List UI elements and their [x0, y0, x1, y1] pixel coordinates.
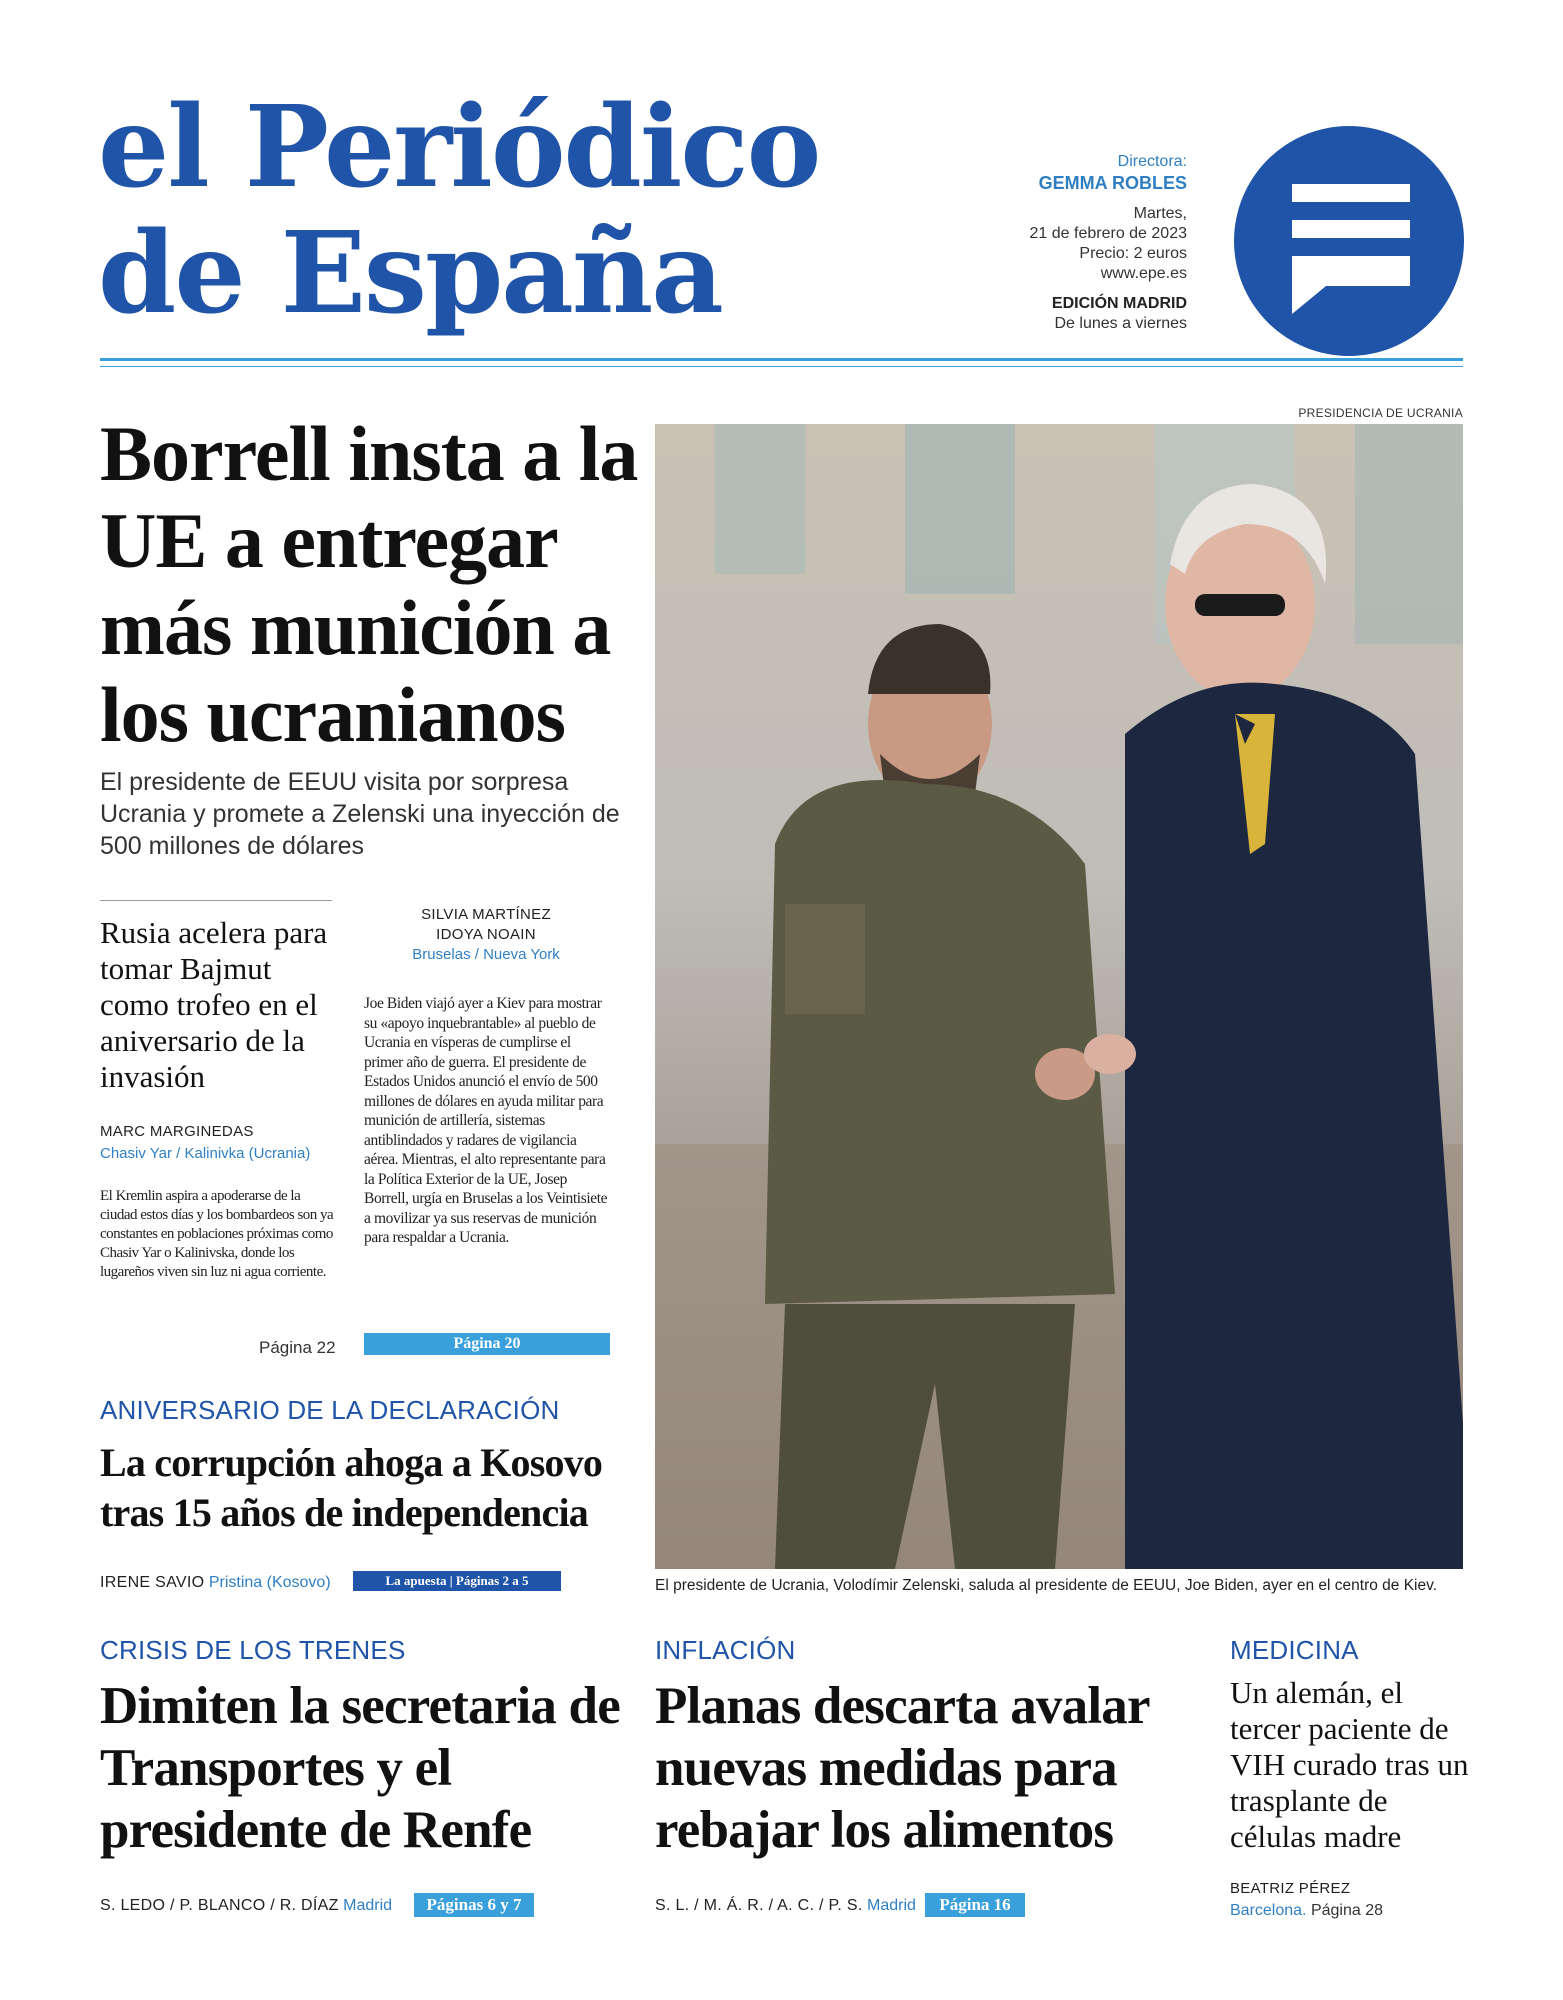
kosovo-location: Pristina (Kosovo): [208, 1574, 331, 1591]
main-page-badge[interactable]: Página 20: [364, 1333, 610, 1355]
divider: [100, 900, 332, 901]
main-author-1: SILVIA MARTÍNEZ: [421, 906, 551, 923]
kosovo-page-badge[interactable]: La apuesta | Páginas 2 a 5: [353, 1571, 561, 1591]
masthead-logo-line2: de España: [98, 208, 722, 339]
kosovo-headline[interactable]: La corrupción ahoga a Kosovo tras 15 años de independencia: [100, 1440, 603, 1535]
side-page-ref[interactable]: Página 22: [259, 1338, 336, 1357]
masthead-info: [1030, 152, 1187, 334]
main-body: Joe Biden viajó ayer a Kiev para mostrar su «apoyo inquebrantable» al pueblo de Ucrania en vísperas de cumplirse el primer año de guerra. El presidente de Estados Unidos anunció el envío de 500 millones de dólares en ayuda militar para munición de artillería, sistemas antiblindados y radares de vigilancia aérea. Mientras, el alto representante para la Política Exterior de la UE, Josep Borrell, urgía en Bruselas a los Veintisiete a movilizar ya sus reservas de munición para respaldar a Ucrania.: [364, 995, 608, 1246]
side-author: MARC MARGINEDAS: [100, 1123, 254, 1140]
issue-date: 21 de febrero de 2023: [1029, 225, 1187, 242]
inflation-headline[interactable]: Planas descarta avalar nuevas medidas para rebajar los alimentos: [655, 1677, 1149, 1859]
edition: EDICIÓN MADRID: [1051, 295, 1187, 312]
masthead-rule: [100, 358, 1463, 361]
medicine-kicker: MEDICINA: [1230, 1635, 1359, 1665]
issue-price: Precio: 2 euros: [1079, 245, 1187, 262]
medicine-author: BEATRIZ PÉREZ: [1230, 1880, 1351, 1897]
issue-day: Martes,: [1133, 205, 1187, 222]
photo-caption: El presidente de Ucrania, Volodímir Zelenski, saluda al presidente de EEUU, Joe Biden, ayer en el centro de Kiev.: [655, 1577, 1438, 1594]
inflation-location: Madrid: [867, 1897, 916, 1914]
medicine-page-ref[interactable]: Página 28: [1310, 1902, 1384, 1919]
main-location: Bruselas / Nueva York: [412, 946, 560, 963]
medicine-location: Barcelona.: [1230, 1902, 1307, 1919]
kosovo-kicker: ANIVERSARIO DE LA DECLARACIÓN: [100, 1395, 560, 1425]
masthead-rule-thin: [100, 366, 1463, 367]
side-headline[interactable]: Rusia acelera para tomar Bajmut como trofeo en el aniversario de la invasión: [100, 915, 328, 1094]
medicine-loc-line: [1230, 1902, 1383, 1920]
inflation-page-badge[interactable]: Página 16: [925, 1893, 1025, 1917]
director-label: Directora:: [1117, 153, 1187, 170]
trains-location: Madrid: [343, 1897, 393, 1914]
kosovo-byline: [100, 1574, 331, 1592]
main-byline: [364, 906, 608, 963]
photo-credit: PRESIDENCIA DE UCRANIA: [1298, 406, 1463, 420]
inflation-authors: S. L. / M. Á. R. / A. C. / P. S.: [655, 1897, 863, 1914]
director-name: GEMMA ROBLES: [1038, 173, 1187, 193]
trains-byline: [100, 1897, 392, 1915]
main-headline[interactable]: Borrell insta a la UE a entregar más munición a los ucranianos: [100, 410, 638, 758]
photo-illustration: [655, 424, 1463, 1569]
main-author-2: IDOYA NOAIN: [436, 926, 536, 943]
inflation-byline: [655, 1897, 916, 1915]
main-photo[interactable]: [655, 424, 1463, 1569]
masthead-logo-line1: el Periódico: [98, 82, 820, 213]
website[interactable]: www.epe.es: [1100, 265, 1187, 282]
trains-page-badge[interactable]: Páginas 6 y 7: [414, 1893, 534, 1917]
edition-note: De lunes a viernes: [1054, 315, 1187, 332]
kosovo-author: IRENE SAVIO: [100, 1574, 205, 1591]
trains-headline[interactable]: Dimiten la secretaria de Transportes y el presidente de Renfe: [100, 1677, 620, 1859]
side-body: El Kremlin aspira a apoderarse de la ciudad estos días y los bombardeos son ya constantes en poblaciones próximas como Chasiv Yar o Kalinivska, donde los lugareños viven sin luz ni agua corriente.: [100, 1188, 334, 1280]
inflation-kicker: INFLACIÓN: [655, 1635, 796, 1665]
trains-authors: S. LEDO / P. BLANCO / R. DÍAZ: [100, 1897, 339, 1914]
brand-logo-icon: [1234, 126, 1464, 356]
main-subhead: El presidente de EEUU visita por sorpresa Ucrania y promete a Zelenski una inyección de 500 millones de dólares: [100, 768, 620, 860]
trains-kicker: CRISIS DE LOS TRENES: [100, 1635, 406, 1665]
medicine-headline[interactable]: Un alemán, el tercer paciente de VIH curado tras un trasplante de células madre: [1230, 1675, 1469, 1854]
side-location: Chasiv Yar / Kalinivka (Ucrania): [100, 1145, 311, 1162]
